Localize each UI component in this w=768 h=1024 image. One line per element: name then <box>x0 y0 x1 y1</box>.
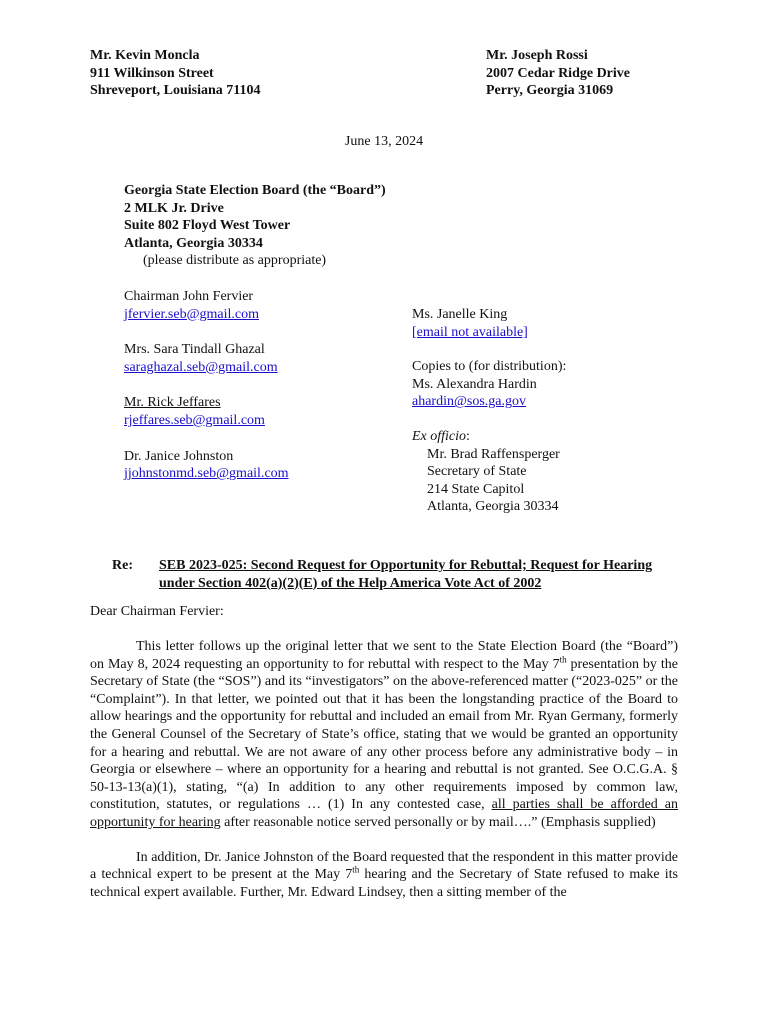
copy-name-hardin: Ms. Alexandra Hardin <box>412 376 537 392</box>
salutation: Dear Chairman Fervier: <box>90 604 224 619</box>
recipient-line-4: Atlanta, Georgia 30334 <box>124 235 263 251</box>
sender-left-name: Mr. Kevin Moncla <box>90 48 200 63</box>
member-email-king[interactable]: [email not available] <box>412 324 528 340</box>
p2-text-b: hearing and the Secretary of State refused to make its technical expert available. Further, Mr. Edward Lindsey, then a sitting member of the <box>90 867 678 900</box>
board-members-left <box>124 288 289 483</box>
ex-officio-name: Mr. Brad Raffensperger <box>427 446 560 462</box>
re-subject-line-1: SEB 2023-025: Second Request for Opportunity for Rebuttal; Request for Hearing <box>159 558 653 573</box>
recipient-line-3: Suite 802 Floyd West Tower <box>124 218 291 234</box>
p1-text-c: after reasonable notice served personally or by mail….” (Emphasis supplied) <box>220 814 656 830</box>
recipient-note: (please distribute as appropriate) <box>143 253 327 269</box>
recipient-line-2: 2 MLK Jr. Drive <box>124 200 224 216</box>
member-name-fervier: Chairman John Fervier <box>124 289 254 304</box>
body-paragraph-1 <box>90 638 678 832</box>
p1-superscript: th <box>559 653 567 664</box>
recipient-address <box>124 182 386 270</box>
re-subject-line-2: under Section 402(a)(2)(E) of the Help America Vote Act of 2002 <box>159 575 542 591</box>
member-name-johnston: Dr. Janice Johnston <box>124 448 234 464</box>
ex-officio-italic: Ex officio <box>412 428 467 444</box>
letter-body <box>90 638 678 901</box>
re-label: Re: <box>112 558 133 573</box>
ex-officio-city: Atlanta, Georgia 30334 <box>427 499 559 515</box>
letter-date: June 13, 2024 <box>344 134 424 149</box>
member-email-fervier[interactable]: jfervier.seb@gmail.com <box>124 306 259 322</box>
recipient-line-1: Georgia State Election Board (the “Board”) <box>124 183 386 198</box>
sender-left-street: 911 Wilkinson Street <box>90 65 214 81</box>
p2-superscript: th <box>352 864 360 875</box>
member-name-king: Ms. Janelle King <box>412 307 508 322</box>
member-name-ghazal: Mrs. Sara Tindall Ghazal <box>124 342 265 358</box>
re-subject <box>159 557 652 592</box>
sender-right-street: 2007 Cedar Ridge Drive <box>486 65 630 81</box>
sender-right-city: Perry, Georgia 31069 <box>486 83 614 99</box>
p1-text-b: presentation by the Secretary of State (the “SOS”) and its “investigators” on the above-referenced matter (“2023-025” or the “Complaint”). In that letter, we pointed out that it has been the longstanding practice of the Board to allow hearings and the opportunity for rebuttal and included an email from Mr. Ryan Germany, formerly the General Counsel of the Secretary of State’s office, stating that we would be granted an opportunity for a hearing and rebuttal. We are not aware of any other process before any administrative body – in Georgia or elsewhere – where an opportunity for a hearing and rebuttal is not granted. See O.C.G.A. § 50-13-13(a)(1), stating, “(a) In addition to any other requirements imposed by common law, constitution, statutes, or regulations … (1) In any contested case, <box>90 656 678 813</box>
member-email-johnston[interactable]: jjohnstonmd.seb@gmail.com <box>124 466 289 482</box>
ex-officio-colon: : <box>466 428 470 444</box>
member-name-jeffares: Mr. Rick Jeffares <box>124 395 221 411</box>
sender-left-address <box>90 47 261 100</box>
member-email-jeffares[interactable]: rjeffares.seb@gmail.com <box>124 412 265 428</box>
copies-label: Copies to (for distribution): <box>412 359 567 375</box>
p1-underlined-quote: all parties shall be afforded an opportunity for hearing <box>90 797 679 830</box>
ex-officio-title: Secretary of State <box>427 464 527 480</box>
sender-right-name: Mr. Joseph Rossi <box>486 48 588 63</box>
p1-text-a: This letter follows up the original letter that we sent to the State Election Board (the “Board”) on May 8, 2024 requesting an opportunity to for rebuttal with respect to the May 7 <box>90 639 678 672</box>
board-members-right <box>412 306 566 516</box>
copy-email-hardin[interactable]: ahardin@sos.ga.gov <box>412 394 526 410</box>
sender-left-city: Shreveport, Louisiana 71104 <box>90 83 261 99</box>
ex-officio-street: 214 State Capitol <box>427 481 525 497</box>
p2-text-a: In addition, Dr. Janice Johnston of the Board requested that the respondent in this matter provide a technical expert to be present at the May 7 <box>90 849 678 883</box>
member-email-ghazal[interactable]: saraghazal.seb@gmail.com <box>124 359 278 375</box>
ex-officio-label <box>412 428 566 446</box>
body-paragraph-2 <box>90 849 678 902</box>
sender-right-address <box>486 47 630 100</box>
